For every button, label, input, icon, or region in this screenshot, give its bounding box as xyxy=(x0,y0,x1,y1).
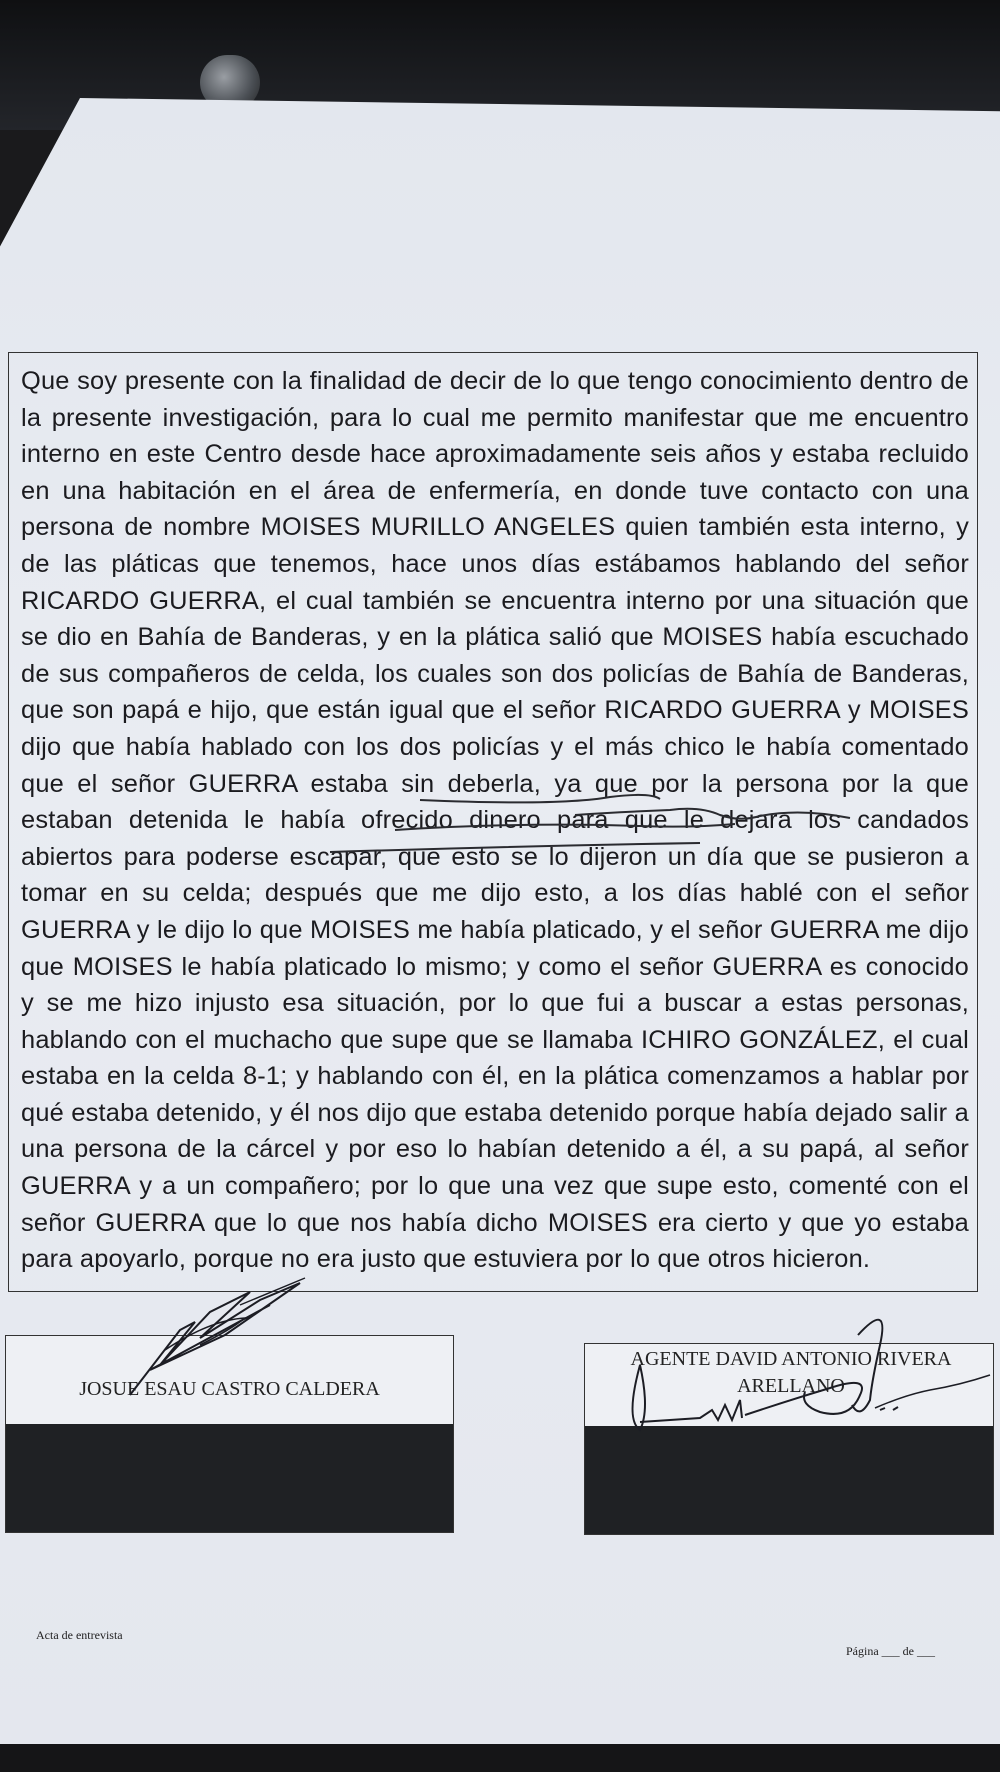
signature-box-agent xyxy=(584,1343,994,1535)
footer-page-number: Página ___ de ___ xyxy=(846,1644,935,1658)
statement-box xyxy=(8,352,978,1292)
signature-box-declarant xyxy=(5,1335,454,1533)
footer-document-type: Acta de entrevista xyxy=(36,1628,123,1642)
agent-name: AGENTE DAVID ANTONIO RIVERA ARELLANO xyxy=(630,1348,952,1397)
redaction-bar xyxy=(6,1424,453,1532)
statement-text: Que soy presente con la finalidad de decir de lo que tengo conocimiento dentro de la presente investigación, para lo cual me permito manifestar que me encuentro interno en este Centro desde hace aproximadamente seis años y estaba recluido en una habitación en el área de enfermería, en donde tuve contacto con una persona de nombre MOISES MURILLO ANGELES quien también esta interno, y de las pláticas que tenemos, hace unos días estábamos hablando del señor RICARDO GUERRA, el cual también se encuentra interno por una situación que se dio en Bahía de Banderas, y en la plática salió que MOISES había escuchado de sus compañeros de celda, los cuales son dos policías de Bahía de Banderas, que son papá e hijo, que están igual que el señor RICARDO GUERRA y MOISES dijo que había hablado con los dos policías y el más chico le había comentado que el señor GUERRA estaba sin deberla, ya que por la persona por la que estaban detenida le había ofrecido dinero para que le dejara los candados abiertos para poderse escapar, que esto se lo dijeron un día que se pusieron a tomar en su celda; después que me dijo esto, a los días hablé con el señor GUERRA y le dijo lo que MOISES me había platicado, y el señor GUERRA me dijo que MOISES le había platicado lo mismo; y como el señor GUERRA es conocido y se me hizo injusto esa situación, por lo que fui a buscar a estas personas, hablando con el muchacho que supe que se llamaba ICHIRO GONZÁLEZ, el cual estaba en la celda 8-1; y hablando con él, en la plática comenzamos a hablar por qué estaba detenido, y él nos dijo que estaba detenido porque había dejado salir a una persona de la cárcel y por eso lo habían detenido a él, a su papá, al señor GUERRA y a un compañero; por lo que una vez que supe esto, comenté con el señor GUERRA que lo que nos había dicho MOISES era cierto y que yo estaba para apoyarlo, porque no era justo que estuviera por lo que otros hicieron. xyxy=(21,367,969,1274)
redaction-bar xyxy=(585,1426,993,1534)
background-bottom xyxy=(0,1744,1000,1772)
declarant-name: JOSUE ESAU CASTRO CALDERA xyxy=(79,1378,380,1400)
